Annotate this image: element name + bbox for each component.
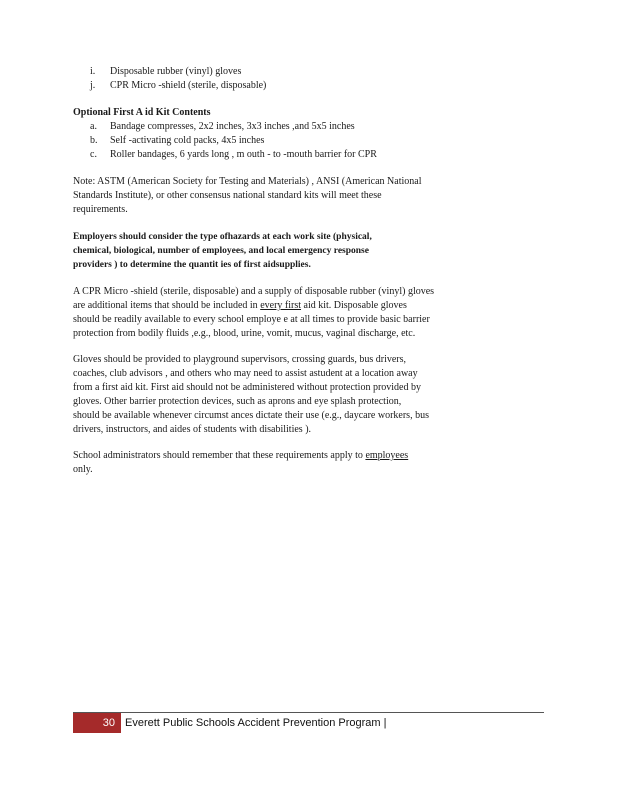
admin-line: only. [73, 464, 93, 475]
note-line: Standards Institute), or other consensus national standard kits will meet these [73, 190, 382, 201]
list-item-text: Bandage compresses, 2x2 inches, 3x3 inches ,and 5x5 inches [110, 121, 355, 132]
employers-paragraph [73, 230, 538, 272]
cpr-line [73, 313, 538, 327]
gloves-line: gloves. Other barrier protection devices, such as aprons and eye splash protection, [73, 396, 402, 407]
list-item-text: Self -activating cold packs, 4x5 inches [110, 135, 265, 146]
list-marker: j. [90, 80, 96, 91]
list-marker: b. [90, 135, 98, 146]
employers-line: chemical, biological, number of employees, and local emergency response [73, 246, 369, 256]
cpr-text: protection from bodily fluids ,e.g., blood, urine, vomit, mucus, vaginal discharge, etc. [73, 328, 416, 339]
cpr-paragraph [73, 285, 538, 341]
cpr-line [73, 299, 538, 313]
optional-item-b [90, 134, 264, 148]
optional-item-c [90, 148, 377, 162]
cpr-text: should be readily available to every school employe e at all times to provide basic barrier [73, 314, 430, 325]
cpr-line [73, 285, 538, 299]
cpr-line [73, 327, 538, 341]
list-marker: a. [90, 121, 97, 132]
list-item-i [90, 65, 241, 79]
gloves-line: drivers, instructors, and aides of students with disabilities ). [73, 424, 312, 435]
list-marker: i. [90, 66, 96, 77]
page-number: 30 [73, 713, 121, 733]
note-paragraph [73, 175, 538, 217]
note-line: Note: ASTM (American Society for Testing and Materials) , ANSI (American National [73, 176, 422, 187]
admin-paragraph [73, 449, 538, 477]
optional-item-a [90, 120, 355, 134]
cpr-text: A CPR Micro -shield (sterile, disposable) and a supply of disposable rubber (vinyl) gloves [73, 286, 435, 297]
gloves-line: from a first aid kit. First aid should not be administered without protection provided by [73, 382, 421, 393]
cpr-underlined-text: every first [260, 300, 302, 311]
list-item-text: Disposable rubber (vinyl) gloves [110, 66, 242, 77]
optional-heading: Optional First A id Kit Contents [73, 107, 211, 118]
admin-underlined-text: employees [365, 450, 409, 461]
gloves-line: should be available whenever circumst ances dictate their use (e.g., daycare workers, bus [73, 410, 429, 421]
footer-title: Everett Public Schools Accident Prevention Program | [125, 717, 387, 729]
cpr-text: are additional items that should be included in [73, 300, 261, 311]
list-item-text: Roller bandages, 6 yards long , m outh - to -mouth barrier for CPR [110, 149, 377, 160]
cpr-text: aid kit. Disposable gloves [301, 300, 407, 311]
list-item-j [90, 79, 266, 93]
admin-line [73, 449, 538, 463]
gloves-line: Gloves should be provided to playground supervisors, crossing guards, bus drivers, [73, 354, 407, 365]
gloves-line: coaches, club advisors , and others who may need to assist astudent at a location away [73, 368, 418, 379]
note-line: requirements. [73, 204, 128, 215]
employers-line: providers ) to determine the quantit ies of first aidsupplies. [73, 260, 311, 270]
list-item-text: CPR Micro -shield (sterile, disposable) [110, 80, 267, 91]
admin-text: School administrators should remember that these requirements apply to [73, 450, 366, 461]
employers-line: Employers should consider the type ofhazards at each work site (physical, [73, 232, 372, 242]
gloves-paragraph [73, 353, 538, 437]
list-marker: c. [90, 149, 97, 160]
